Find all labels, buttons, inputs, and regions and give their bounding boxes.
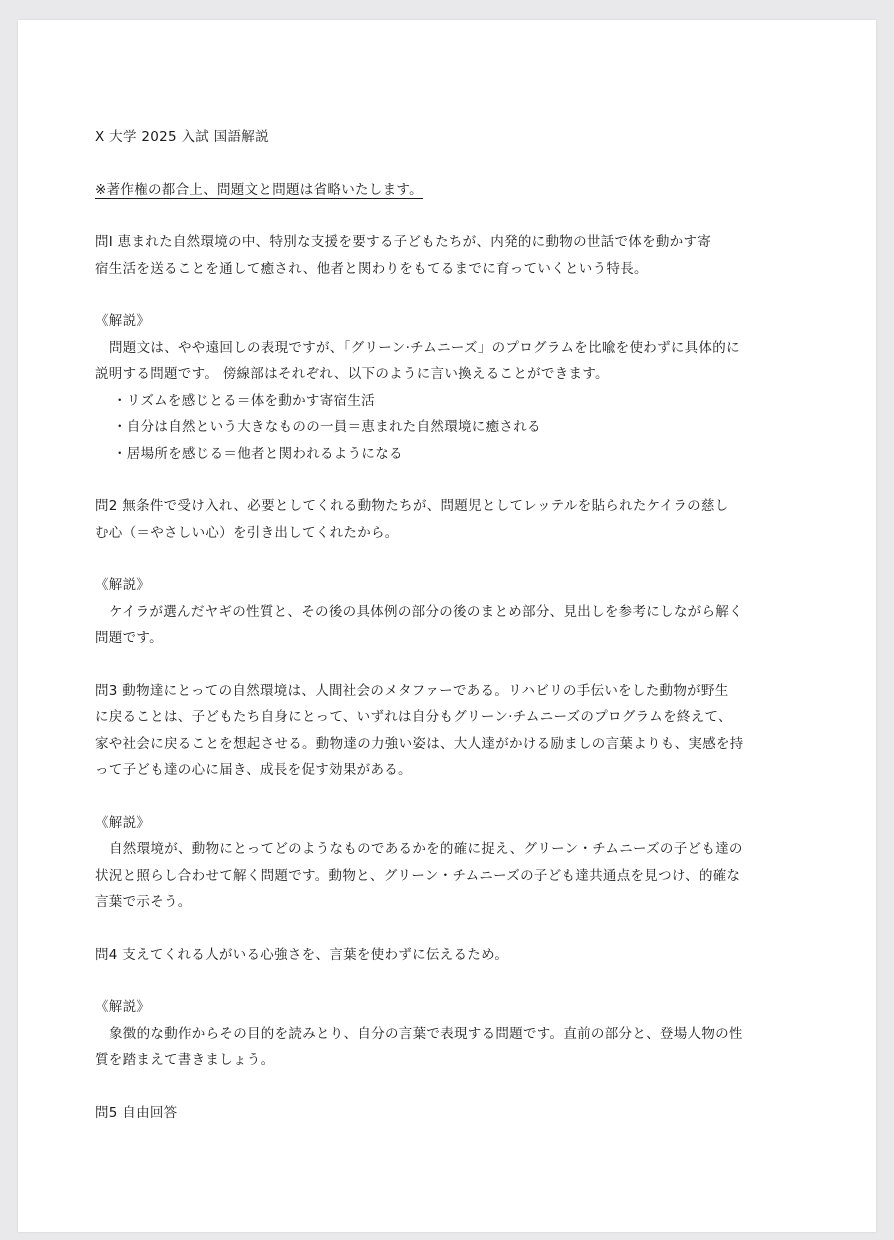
q2-explanation [95,572,805,652]
q4-explanation [95,994,805,1074]
q2-explanation-line: ケイラが選んだヤギの性質と、その後の具体例の部分の後のまとめ部分、見出しを参考にしながら解く [109,603,743,620]
q3-explanation-line: 言葉で示そう。 [95,894,192,910]
document-page [18,20,876,1232]
q1-explanation-heading: 《解説》 [95,313,151,329]
q1-explanation-line: 説明する問題です。 傍線部はそれぞれ、以下のように言い換えることができます。 [95,366,609,382]
q4-explanation-heading: 《解説》 [95,999,151,1015]
q3-answer-line: に戻ることは、子どもたち自身にとって、いずれは自分もグリーン·チムニーズのプログラムを終えて、 [95,709,732,725]
q1-bullet: ・居場所を感じる＝他者と関われるようになる [113,445,403,462]
q1-answer-line: 問Ⅰ 恵まれた自然環境の中、特別な支援を要する子どもたちが、内発的に動物の世話で体を動かす寄 [95,234,712,250]
q3-answer-line: 家や社会に戻ることを想起させる。動物達の力強い姿は、大人達がかける励ましの言葉よりも、実感を持 [95,735,744,752]
q3-answer [95,678,805,784]
q3-explanation-line: 自然環境が、動物にとってどのようなものであるかを的確に捉え、グリーン・チムニーズの子ども達の [109,841,743,857]
q4-answer [95,942,805,969]
q1-answer [95,229,805,282]
q1-explanation-line: 問題文は、やや遠回しの表現ですが、「グリーン·チムニーズ」のプログラムを比喩を使わずに具体的に [109,339,740,356]
copyright-notice: ※著作権の都合上、問題文と問題は省略いたします。 [95,181,423,198]
q5-answer-line: 問5 自由回答 [95,1104,178,1121]
q2-explanation-line: 問題です。 [95,630,163,646]
q4-explanation-line: 質を踏まえて書きましょう。 [95,1052,275,1068]
q5-answer [95,1100,805,1127]
q4-answer-line: 問4 支えてくれる人がいる心強さを、言葉を使わずに伝えるため。 [95,946,509,963]
q2-explanation-heading: 《解説》 [95,577,151,593]
document-title: X 大学 2025 入試 国語解説 [95,129,269,145]
q2-answer [95,493,805,546]
q3-explanation-heading: 《解説》 [95,814,151,831]
q1-bullet: ・リズムを感じとる＝体を動かす寄宿生活 [113,392,375,409]
q4-explanation-line: 象徴的な動作からその目的を読みとり、自分の言葉で表現する問題です。直前の部分と、登場人物の性 [109,1025,743,1042]
q1-answer-line: 宿生活を送ることを通して癒され、他者と関わりをもてるまでに育っていくという特長。 [95,260,648,277]
q3-answer-line: って子ども達の心に届き、成長を促す効果がある。 [95,762,412,778]
q1-bullet: ・自分は自然という大きなものの一員＝恵まれた自然環境に癒される [113,419,541,435]
document-body [95,124,805,1152]
q1-explanation [95,308,805,467]
q3-explanation [95,810,805,916]
q2-answer-line: む心（＝やさしい心）を引き出してくれたから。 [95,524,399,541]
q3-answer-line: 問3 動物達にとっての自然環境は、人間社会のメタファーである。リハビリの手伝いをした動物が野生 [95,682,729,699]
q3-explanation-line: 状況と照らし合わせて解く問題です。動物と、グリーン・チムニーズの子ども達共通点を見つけ、的確な [95,867,741,884]
q2-answer-line: 問2 無条件で受け入れ、必要としてくれる動物たちが、問題児としてレッテルを貼られたケイラの慈し [95,498,729,514]
